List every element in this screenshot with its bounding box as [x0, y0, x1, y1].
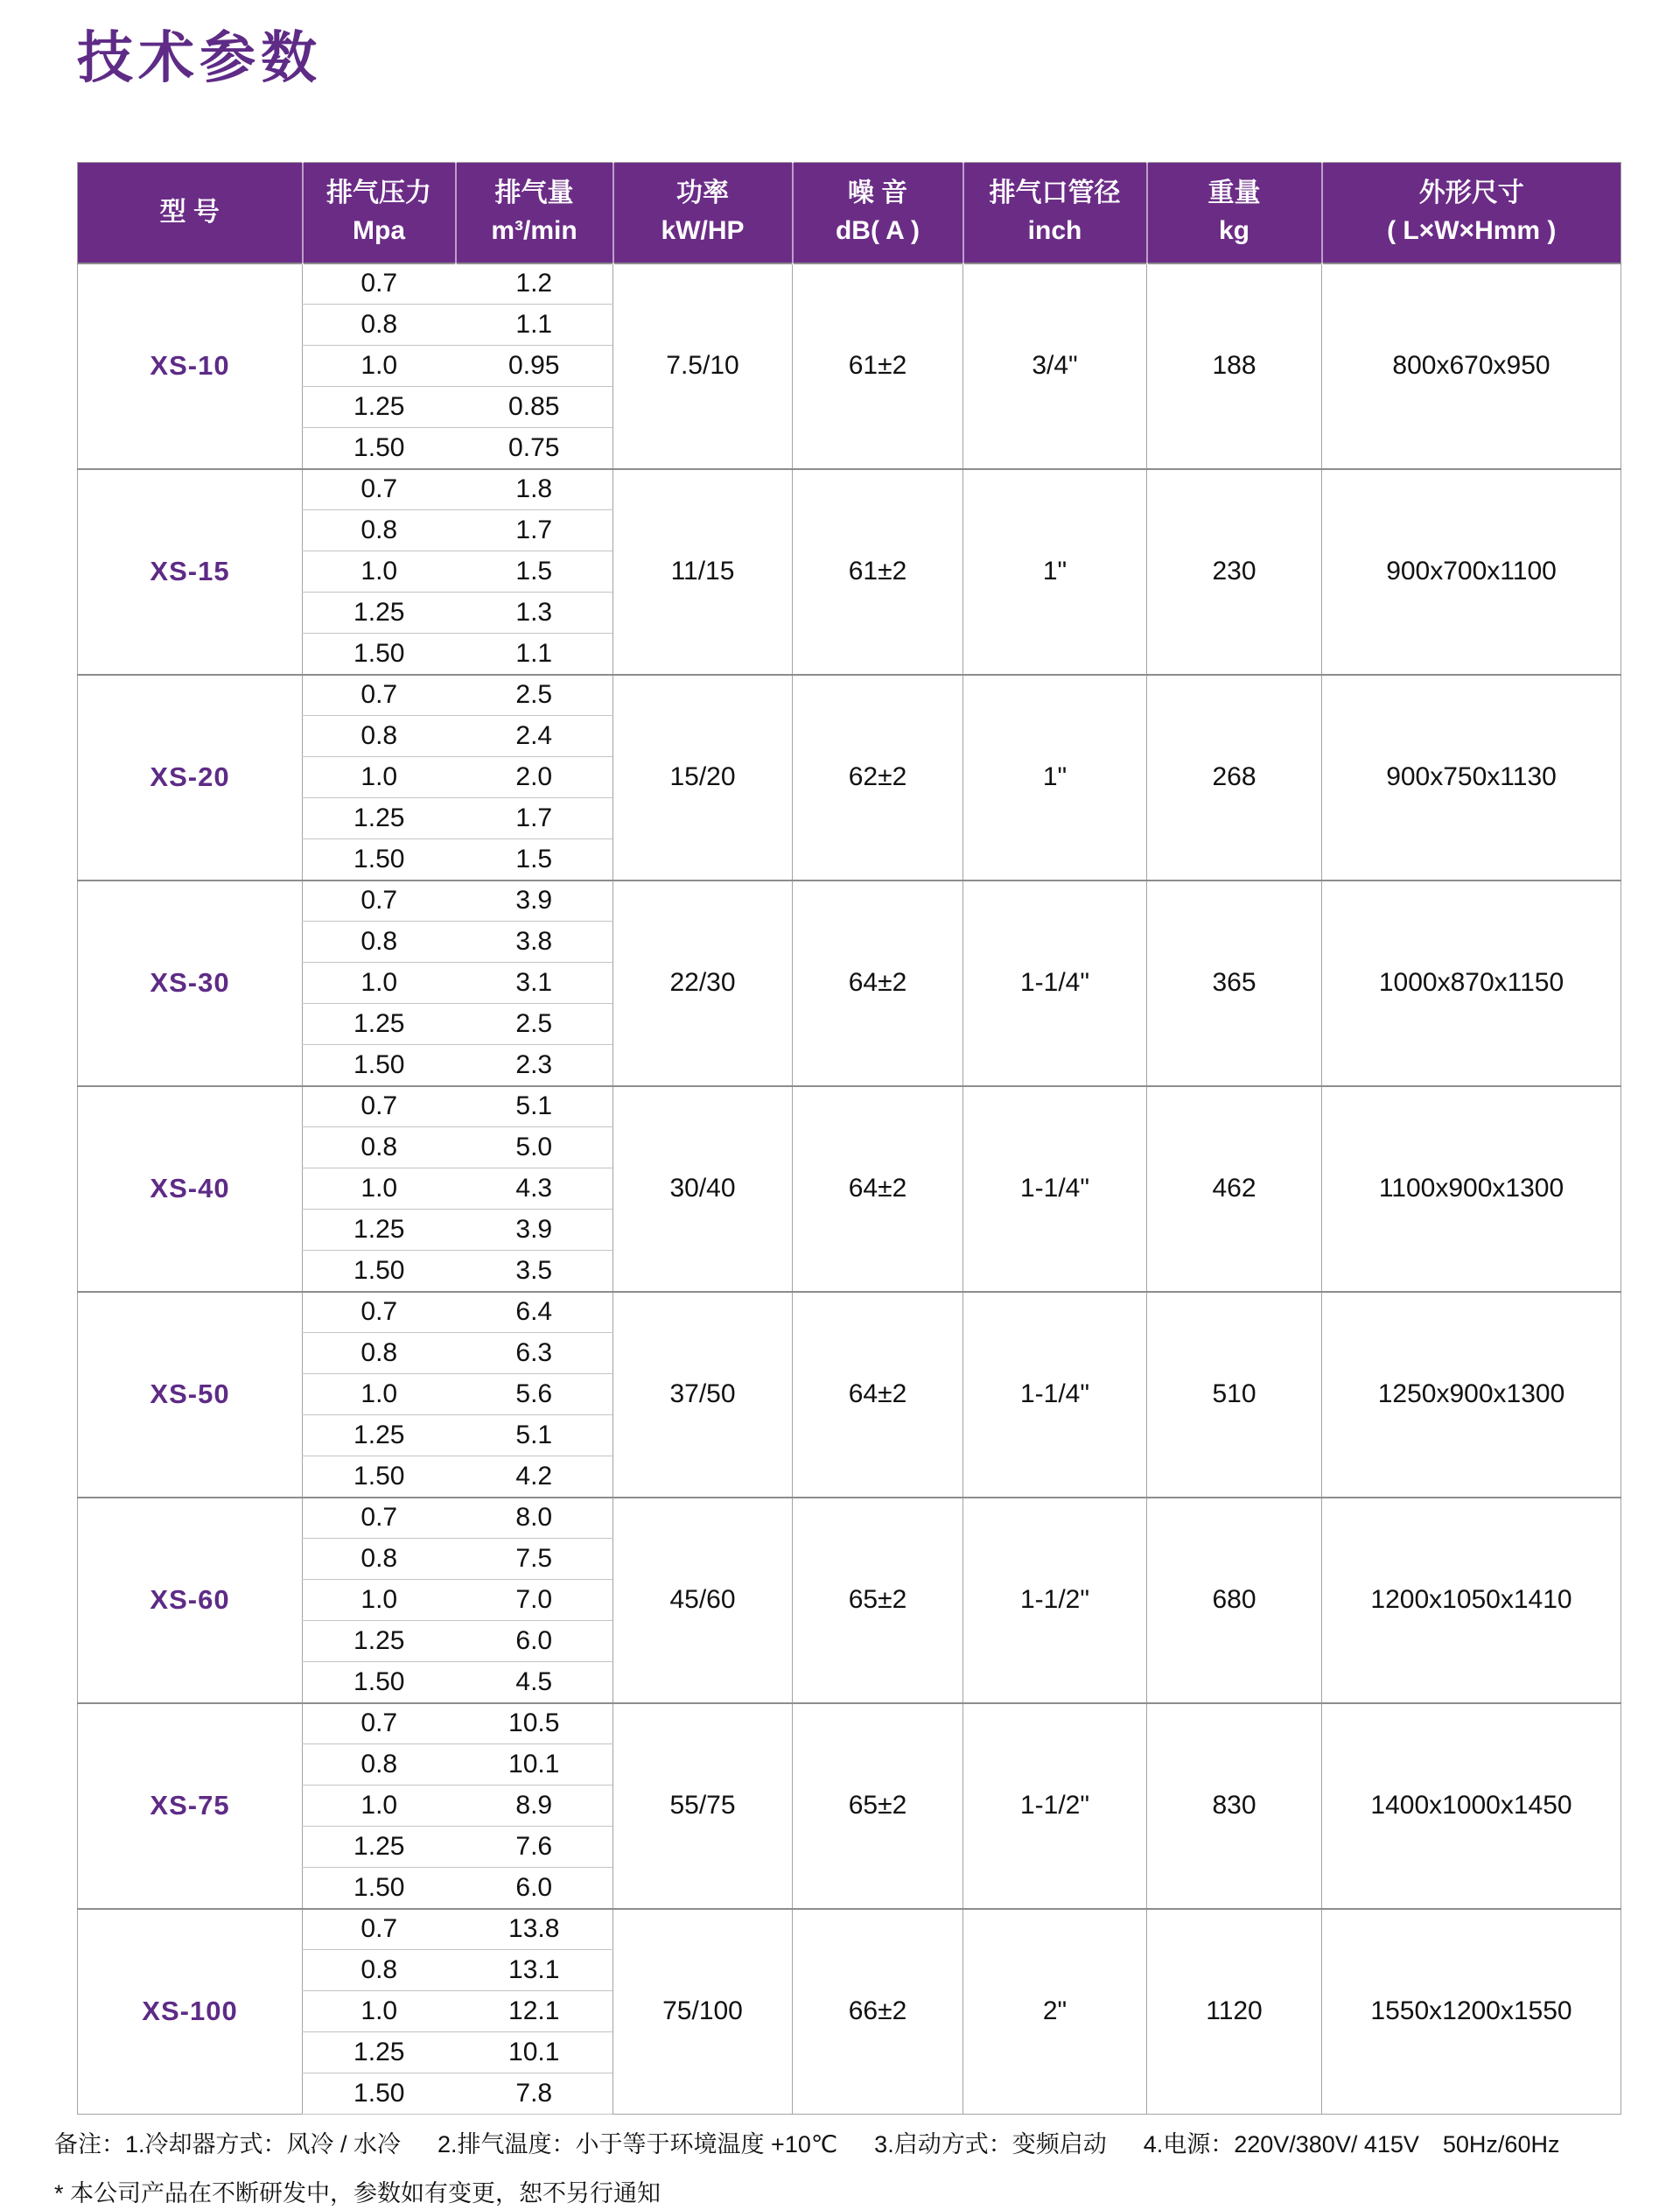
- pipe-diameter-value: 1-1/2": [963, 1498, 1147, 1703]
- power-value: 22/30: [613, 880, 793, 1086]
- pressure-value: 0.8: [303, 1539, 456, 1580]
- power-value: 75/100: [613, 1909, 793, 2115]
- pressure-value: 1.50: [303, 2073, 456, 2115]
- col-header-volume: [456, 163, 613, 263]
- spec-row: [78, 1703, 1621, 1744]
- volume-value: 3.5: [456, 1251, 613, 1292]
- weight-value: 1120: [1147, 1909, 1322, 2115]
- col-header-noise-unit: dB( A ): [835, 215, 920, 245]
- col-header-dims-unit: ( L×W×Hmm ): [1387, 215, 1557, 245]
- pressure-value: 1.50: [303, 1045, 456, 1086]
- pipe-diameter-value: 1-1/4": [963, 1292, 1147, 1498]
- pressure-value: 0.8: [303, 1333, 456, 1374]
- note-cooling: 备注：1.冷却器方式：风冷 / 水冷: [54, 2131, 402, 2157]
- pressure-value: 0.8: [303, 1744, 456, 1786]
- weight-value: 830: [1147, 1703, 1322, 1909]
- spec-row: [78, 1909, 1621, 1950]
- volume-value: 5.1: [456, 1086, 613, 1127]
- spec-row: [78, 263, 1621, 305]
- pipe-diameter-value: 1": [963, 469, 1147, 675]
- weight-value: 680: [1147, 1498, 1322, 1703]
- volume-value: 10.5: [456, 1703, 613, 1744]
- weight-value: 268: [1147, 675, 1322, 880]
- pressure-value: 1.25: [303, 1004, 456, 1045]
- volume-value: 4.3: [456, 1168, 613, 1210]
- volume-value: 6.3: [456, 1333, 613, 1374]
- weight-value: 462: [1147, 1086, 1322, 1292]
- pressure-value: 1.0: [303, 963, 456, 1004]
- col-header-power-label: 功率: [676, 179, 729, 208]
- spec-row: [78, 880, 1621, 922]
- col-header-weight: [1147, 163, 1322, 263]
- col-header-dims-label: 外形尺寸: [1418, 179, 1524, 208]
- weight-value: 188: [1147, 263, 1322, 469]
- volume-value: 4.2: [456, 1456, 613, 1498]
- pressure-value: 0.7: [303, 1909, 456, 1950]
- volume-value: 1.7: [456, 510, 613, 551]
- pressure-value: 1.50: [303, 1251, 456, 1292]
- volume-value: 1.1: [456, 634, 613, 675]
- volume-value: 2.3: [456, 1045, 613, 1086]
- model-name: XS-10: [78, 263, 303, 469]
- dimensions-value: 900x700x1100: [1322, 469, 1621, 675]
- col-header-pipe-unit: inch: [1027, 215, 1082, 245]
- col-header-pipe-label: 排气口管径: [989, 179, 1121, 208]
- volume-value: 8.9: [456, 1786, 613, 1827]
- pressure-value: 1.25: [303, 2032, 456, 2073]
- model-name: XS-60: [78, 1498, 303, 1703]
- header-row: [78, 163, 1621, 263]
- col-header-pressure-label: 排气压力: [326, 179, 431, 208]
- dimensions-value: 800x670x950: [1322, 263, 1621, 469]
- noise-value: 66±2: [793, 1909, 963, 2115]
- volume-value: 13.8: [456, 1909, 613, 1950]
- footer-disclaimer: * 本公司产品在不断研发中，参数如有变更，恕不另行通知: [54, 2180, 662, 2206]
- power-value: 15/20: [613, 675, 793, 880]
- pressure-value: 1.25: [303, 593, 456, 634]
- pressure-value: 0.7: [303, 1703, 456, 1744]
- pressure-value: 1.0: [303, 1580, 456, 1621]
- weight-value: 510: [1147, 1292, 1322, 1498]
- pressure-value: 0.8: [303, 305, 456, 346]
- spec-row: [78, 1292, 1621, 1333]
- model-name: XS-75: [78, 1703, 303, 1909]
- weight-value: 230: [1147, 469, 1322, 675]
- col-header-volume-label: 排气量: [494, 179, 574, 208]
- dimensions-value: 1200x1050x1410: [1322, 1498, 1621, 1703]
- pressure-value: 1.25: [303, 1415, 456, 1456]
- weight-value: 365: [1147, 880, 1322, 1086]
- pressure-value: 1.0: [303, 1168, 456, 1210]
- note-startup: 3.启动方式：变频启动: [874, 2131, 1107, 2157]
- pressure-value: 1.50: [303, 428, 456, 469]
- pipe-diameter-value: 1-1/4": [963, 1086, 1147, 1292]
- noise-value: 64±2: [793, 880, 963, 1086]
- volume-value: 1.3: [456, 593, 613, 634]
- dimensions-value: 1000x870x1150: [1322, 880, 1621, 1086]
- col-header-dims: [1322, 163, 1621, 263]
- volume-value: 1.2: [456, 263, 613, 305]
- col-header-pressure-unit: Mpa: [353, 215, 405, 245]
- model-name: XS-100: [78, 1909, 303, 2115]
- note-power-supply: 4.电源：220V/380V/ 415V 50Hz/60Hz: [1143, 2131, 1560, 2157]
- pressure-value: 0.7: [303, 1086, 456, 1127]
- volume-value: 0.75: [456, 428, 613, 469]
- col-header-noise: [793, 163, 963, 263]
- model-name: XS-15: [78, 469, 303, 675]
- pressure-value: 0.8: [303, 716, 456, 757]
- pressure-value: 1.50: [303, 1662, 456, 1703]
- pressure-value: 0.7: [303, 1498, 456, 1539]
- volume-value: 6.0: [456, 1621, 613, 1662]
- volume-value: 12.1: [456, 1991, 613, 2032]
- volume-value: 3.9: [456, 880, 613, 922]
- page-title: 技术参数: [77, 26, 322, 89]
- pressure-value: 1.0: [303, 757, 456, 798]
- col-header-power-unit: kW/HP: [661, 215, 745, 245]
- pipe-diameter-value: 1": [963, 675, 1147, 880]
- pressure-value: 1.50: [303, 634, 456, 675]
- pressure-value: 1.0: [303, 1374, 456, 1415]
- dimensions-value: 1100x900x1300: [1322, 1086, 1621, 1292]
- power-value: 7.5/10: [613, 263, 793, 469]
- power-value: 11/15: [613, 469, 793, 675]
- model-name: XS-50: [78, 1292, 303, 1498]
- pressure-value: 1.0: [303, 1991, 456, 2032]
- pressure-value: 1.25: [303, 798, 456, 839]
- dimensions-value: 1550x1200x1550: [1322, 1909, 1621, 2115]
- volume-value: 7.5: [456, 1539, 613, 1580]
- power-value: 55/75: [613, 1703, 793, 1909]
- pressure-value: 0.8: [303, 510, 456, 551]
- col-header-model: [78, 163, 303, 263]
- volume-value: 8.0: [456, 1498, 613, 1539]
- pressure-value: 0.7: [303, 675, 456, 716]
- model-name: XS-20: [78, 675, 303, 880]
- pipe-diameter-value: 3/4": [963, 263, 1147, 469]
- pressure-value: 0.7: [303, 469, 456, 510]
- dimensions-value: 1250x900x1300: [1322, 1292, 1621, 1498]
- spec-table-body: [78, 263, 1621, 2115]
- volume-value: 1.5: [456, 551, 613, 593]
- volume-value: 5.0: [456, 1127, 613, 1168]
- spec-table: [77, 162, 1621, 2115]
- volume-value: 7.6: [456, 1827, 613, 1868]
- noise-value: 61±2: [793, 263, 963, 469]
- pressure-value: 0.8: [303, 1950, 456, 1991]
- noise-value: 64±2: [793, 1292, 963, 1498]
- col-header-volume-unit: m³/min: [491, 215, 578, 245]
- spec-row: [78, 675, 1621, 716]
- col-header-weight-unit: kg: [1218, 215, 1250, 245]
- volume-value: 7.0: [456, 1580, 613, 1621]
- spec-row: [78, 1498, 1621, 1539]
- pressure-value: 1.25: [303, 1621, 456, 1662]
- power-value: 45/60: [613, 1498, 793, 1703]
- model-name: XS-30: [78, 880, 303, 1086]
- volume-value: 4.5: [456, 1662, 613, 1703]
- noise-value: 62±2: [793, 675, 963, 880]
- footer-note-line: [54, 2125, 1629, 2159]
- volume-value: 1.8: [456, 469, 613, 510]
- volume-value: 1.7: [456, 798, 613, 839]
- volume-value: 10.1: [456, 2032, 613, 2073]
- pressure-value: 1.25: [303, 387, 456, 428]
- volume-value: 0.95: [456, 346, 613, 387]
- dimensions-value: 1400x1000x1450: [1322, 1703, 1621, 1909]
- noise-value: 61±2: [793, 469, 963, 675]
- pressure-value: 0.8: [303, 1127, 456, 1168]
- pressure-value: 1.0: [303, 551, 456, 593]
- pressure-value: 1.25: [303, 1210, 456, 1251]
- col-header-pressure: [303, 163, 456, 263]
- spec-table-header: [78, 163, 1621, 263]
- volume-value: 0.85: [456, 387, 613, 428]
- spec-row: [78, 1086, 1621, 1127]
- volume-value: 3.9: [456, 1210, 613, 1251]
- pipe-diameter-value: 1-1/2": [963, 1703, 1147, 1909]
- pressure-value: 1.25: [303, 1827, 456, 1868]
- volume-value: 3.1: [456, 963, 613, 1004]
- pressure-value: 1.0: [303, 346, 456, 387]
- noise-value: 65±2: [793, 1703, 963, 1909]
- pipe-diameter-value: 2": [963, 1909, 1147, 2115]
- power-value: 37/50: [613, 1292, 793, 1498]
- col-header-power: [613, 163, 793, 263]
- pressure-value: 1.0: [303, 1786, 456, 1827]
- pressure-value: 0.7: [303, 880, 456, 922]
- volume-value: 7.8: [456, 2073, 613, 2115]
- volume-value: 5.1: [456, 1415, 613, 1456]
- col-header-model-label: 型 号: [159, 197, 220, 227]
- note-exhaust-temp: 2.排气温度：小于等于环境温度 +10℃: [438, 2131, 838, 2157]
- pressure-value: 1.50: [303, 1456, 456, 1498]
- volume-value: 5.6: [456, 1374, 613, 1415]
- volume-value: 10.1: [456, 1744, 613, 1786]
- volume-value: 2.4: [456, 716, 613, 757]
- volume-value: 2.0: [456, 757, 613, 798]
- volume-value: 1.5: [456, 839, 613, 880]
- model-name: XS-40: [78, 1086, 303, 1292]
- spec-row: [78, 469, 1621, 510]
- pressure-value: 1.50: [303, 839, 456, 880]
- footer-notes: [54, 2125, 1629, 2208]
- dimensions-value: 900x750x1130: [1322, 675, 1621, 880]
- pressure-value: 1.50: [303, 1868, 456, 1909]
- volume-value: 1.1: [456, 305, 613, 346]
- col-header-pipe: [963, 163, 1147, 263]
- volume-value: 13.1: [456, 1950, 613, 1991]
- volume-value: 2.5: [456, 1004, 613, 1045]
- volume-value: 3.8: [456, 922, 613, 963]
- col-header-noise-label: 噪 音: [847, 179, 908, 208]
- pressure-value: 0.7: [303, 1292, 456, 1333]
- col-header-weight-label: 重量: [1208, 179, 1261, 208]
- noise-value: 64±2: [793, 1086, 963, 1292]
- pipe-diameter-value: 1-1/4": [963, 880, 1147, 1086]
- power-value: 30/40: [613, 1086, 793, 1292]
- volume-value: 6.0: [456, 1868, 613, 1909]
- pressure-value: 0.8: [303, 922, 456, 963]
- volume-value: 2.5: [456, 675, 613, 716]
- volume-value: 6.4: [456, 1292, 613, 1333]
- noise-value: 65±2: [793, 1498, 963, 1703]
- pressure-value: 0.7: [303, 263, 456, 305]
